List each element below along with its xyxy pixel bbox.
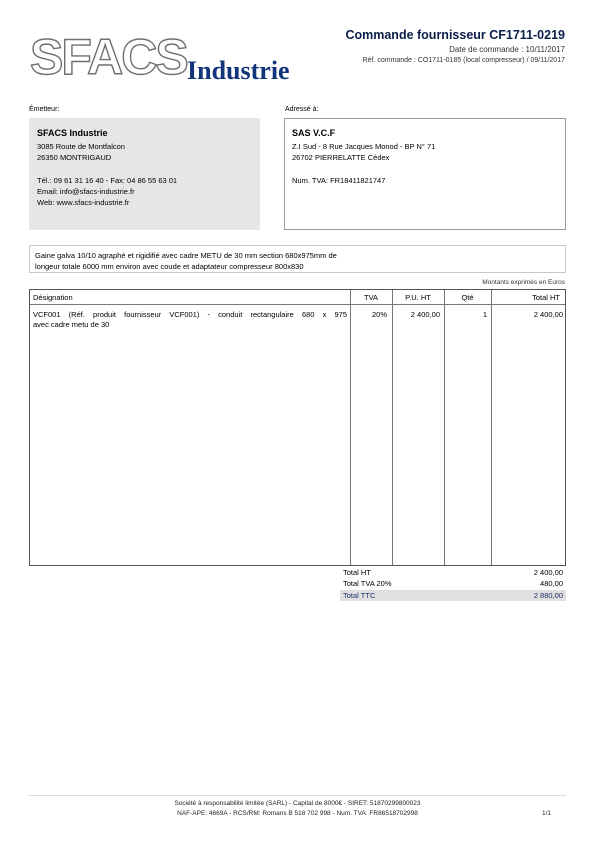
header-total-ht-text: Total HT [532, 293, 560, 302]
company-logo [30, 29, 310, 85]
order-description [35, 250, 435, 272]
total-ht-label: Total HT [343, 568, 371, 577]
total-ttc-row [340, 590, 566, 601]
row-designation [33, 310, 347, 330]
total-tva-label: Total TVA 20% [343, 579, 392, 588]
footer-legal-line-1: Société à responsabilité limitée (SARL) - Capital de 8000€ - SIRET: 51870299800023 [174, 800, 421, 807]
sender-address1: 3085 Route de Montfalcon [37, 142, 125, 151]
footer-legal-line-2: NAF-APE: 4669A - RCS/RM: Romans B 518 702 998 - Num. TVA: FR86518702998 [177, 810, 418, 817]
sender-web: Web: www.sfacs-industrie.fr [37, 198, 130, 207]
total-ttc-label: Total TTC [343, 591, 376, 600]
column-divider [392, 290, 393, 565]
row-designation-line-2: avec cadre metu de 30 [33, 320, 110, 329]
footer-divider [29, 795, 566, 796]
row-designation-line-1: VCF001 (Réf. produit fournisseur VCF001) - conduit rectangulaire 680 x 975 [33, 310, 347, 319]
recipient-address1: Z.I Sud - 8 Rue Jacques Monod - BP N° 71 [292, 142, 436, 151]
order-reference: Réf. commande : CO1711-0185 (local compresseur) / 09/11/2017 [362, 57, 565, 64]
header-pu-ht: P.U. HT [405, 293, 431, 302]
header-qty: Qté [461, 293, 474, 302]
page-number: 1/1 [541, 810, 551, 817]
total-tva-value: 480,00 [540, 579, 563, 588]
order-description-box [29, 245, 566, 273]
column-divider [444, 290, 445, 565]
total-ttc-value: 2 880,00 [533, 591, 563, 600]
column-divider [350, 290, 351, 565]
row-tva: 20% [371, 310, 387, 319]
recipient-address2: 26702 PIERRELATTE Cédex [292, 153, 390, 162]
recipient-box [284, 118, 566, 230]
sender-address2: 26350 MONTRIGAUD [37, 153, 112, 162]
column-divider [491, 290, 492, 565]
row-qty: 1 [482, 310, 487, 319]
total-ht-value: 2 400,00 [533, 568, 563, 577]
order-date: Date de commande : 10/11/2017 [449, 45, 565, 54]
document-title: Commande fournisseur CF1711-0219 [345, 28, 565, 42]
sender-phone: Tél.: 09 61 31 16 40 - Fax: 04 86 55 63 01 [37, 176, 178, 185]
logo-brand-text: SFACS [30, 29, 187, 85]
recipient-label: Adressé à: [285, 106, 319, 113]
total-ht-row [340, 567, 566, 578]
sender-email: Email: info@sfacs-industrie.fr [37, 187, 135, 196]
currency-note: Montants exprimés en Euros [482, 279, 565, 286]
sender-name: SFACS Industrie [37, 128, 108, 138]
recipient-name: SAS V.C.F [292, 128, 336, 138]
header-tva: TVA [363, 293, 379, 302]
order-lines-table [29, 289, 566, 566]
sender-label: Émetteur: [29, 106, 60, 113]
description-line-2: longeur totale 6000 mm environ avec coude et adaptateur compresseur 800x830 [35, 262, 304, 271]
sender-box [29, 118, 260, 230]
row-pu-ht: 2 400,00 [410, 310, 440, 319]
header-designation: Désignation [33, 293, 73, 302]
row-total-ht: 2 400,00 [533, 310, 563, 319]
description-line-1: Gaine galva 10/10 agraphé et rigidifié avec cadre METU de 30 mm section 680x975mm de [35, 251, 337, 260]
total-tva-row [340, 578, 566, 589]
recipient-vat: Num. TVA: FR18411821747 [292, 176, 386, 185]
logo-suffix-text: Industrie [187, 56, 290, 85]
table-header-divider [30, 304, 565, 305]
